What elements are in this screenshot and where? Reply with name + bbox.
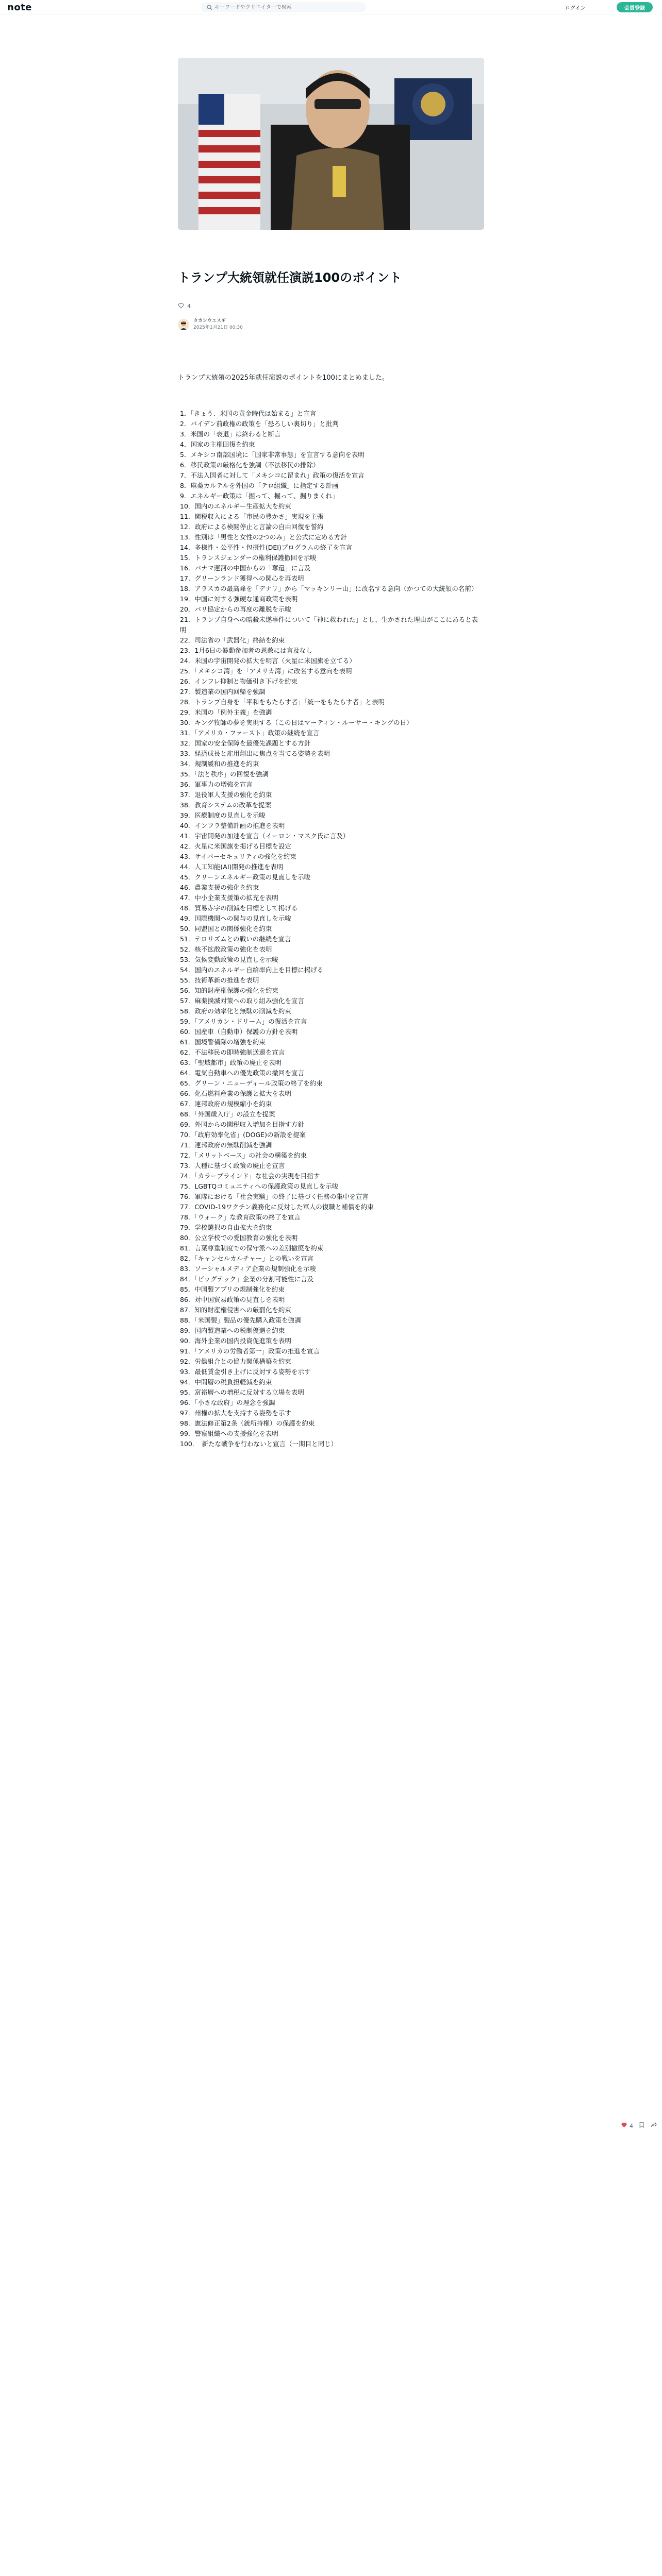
point-item: 7．不法入国者に対して「メキシコに留まれ」政策の復活を宣言: [180, 471, 365, 479]
point-item: 49．国際機関への関与の見直しを示唆: [180, 914, 291, 922]
point-item: 17．グリーンランド獲得への関心を再表明: [180, 574, 304, 582]
point-item: 97．州権の拡大を支持する姿勢を示す: [180, 1409, 291, 1417]
point-item: 100． 新たな戦争を行わないと宣言（一期目と同じ）: [180, 1440, 338, 1448]
search-input[interactable]: [214, 5, 354, 10]
side-like-count: 4: [630, 2122, 633, 2129]
point-item: 2．バイデン前政権の政策を「恐ろしい裏切り」と批判: [180, 420, 339, 428]
point-item: 34．規制緩和の推進を約束: [180, 760, 259, 768]
point-item: 70．「政府効率化省」(DOGE)の新設を提案: [180, 1131, 306, 1139]
point-item: 57．麻薬撲滅対策への取り組み強化を宣言: [180, 997, 304, 1005]
point-item: 31．「アメリカ・ファースト」政策の継続を宣言: [180, 729, 320, 737]
heart-outline-icon: [178, 302, 184, 310]
point-item: 48．貿易赤字の削減を目標として掲げる: [180, 904, 298, 912]
publish-date: 2025年1月21日 00:30: [193, 325, 243, 330]
like-count: 4: [187, 303, 191, 310]
login-button[interactable]: ログイン: [560, 3, 591, 12]
point-item: 12．政府による検閲停止と言論の自由回復を誓約: [180, 523, 324, 531]
point-item: 58．政府の効率化と無駄の削減を約束: [180, 1007, 291, 1015]
point-item: 6．移民政策の厳格化を強調（不法移民の排除）: [180, 461, 320, 469]
point-item: 86．対中国貿易政策の見直しを表明: [180, 1296, 285, 1303]
point-item: 90．海外企業の国内投資促進策を表明: [180, 1337, 291, 1345]
point-item: 87．知的財産権侵害への厳罰化を約束: [180, 1306, 291, 1314]
point-item: 29．米国の「例外主義」を強調: [180, 708, 272, 716]
side-share-icon[interactable]: [650, 2122, 657, 2130]
point-item: 54．国内のエネルギー自給率向上を目標に掲げる: [180, 966, 324, 974]
point-item: 92．労働組合との協力関係構築を約束: [180, 1358, 291, 1365]
point-item: 10．国内のエネルギー生産拡大を約束: [180, 502, 291, 510]
point-item: 26．インフレ抑制と物価引き下げを約束: [180, 677, 297, 685]
author-byline[interactable]: [178, 318, 243, 331]
point-item: 55．技術革新の推進を表明: [180, 976, 259, 984]
point-item: 14．多様性・公平性・包摂性(DEI)プログラムの終了を宣言: [180, 544, 353, 551]
point-item: 9．エネルギー政策は「掘って、掘って、掘りまくれ」: [180, 492, 339, 500]
note-logo[interactable]: note: [7, 2, 32, 13]
point-item: 24．米国の宇宙開発の拡大を明言（火星に米国旗を立てる）: [180, 657, 356, 665]
point-item: 88．「米国製」製品の優先購入政策を強調: [180, 1316, 301, 1324]
point-item: 19．中国に対する強硬な通商政策を表明: [180, 595, 298, 603]
point-item: 77．COVID-19ワクチン義務化に反対した軍人の復職と補償を約束: [180, 1203, 374, 1211]
point-item: 91．「アメリカの労働者第一」政策の推進を宣言: [180, 1347, 320, 1355]
side-bookmark-icon[interactable]: [638, 2122, 645, 2130]
point-item: 81．言葉尊重制度での保守派への差別撤廃を約束: [180, 1244, 324, 1252]
point-item: 25．「メキシコ湾」を「アメリカ湾」に改名する意向を表明: [180, 667, 352, 675]
point-item: 50．同盟国との関係強化を約束: [180, 925, 272, 933]
point-item: 44．人工知能(AI)開発の推進を表明: [180, 863, 284, 871]
point-item: 28．トランプ自身を「平和をもたらす者」「統一をもたらす者」と表明: [180, 698, 385, 706]
point-item: 59．「アメリカン・ドリーム」の復活を宣言: [180, 1018, 307, 1025]
point-item: 83．ソーシャルメディア企業の規制強化を示唆: [180, 1265, 317, 1273]
point-item: 21．トランプ自身への暗殺未遂事件について「神に救われた」とし、生かされた理由がここにあると表明: [180, 616, 478, 634]
point-item: 65．グリーン・ニューディール政策の終了を約束: [180, 1079, 323, 1087]
search-icon: [204, 2, 214, 12]
point-item: 61．国境警備隊の増強を約束: [180, 1038, 266, 1046]
point-item: 51．テロリズムとの戦いの継続を宣言: [180, 935, 291, 943]
point-item: 3．米国の「衰退」は終わると断言: [180, 430, 281, 438]
point-item: 42．火星に米国旗を掲げる目標を設定: [180, 842, 291, 850]
point-item: 40．インフラ整備計画の推進を表明: [180, 822, 285, 829]
article-intro: トランプ大統領の2025年就任演説のポイントを100にまとめました。: [178, 374, 389, 382]
author-avatar[interactable]: [178, 319, 189, 330]
point-item: 96．「小さな政府」の理念を強調: [180, 1399, 275, 1406]
point-item: 13．性別は「男性と女性の2つのみ」と公式に定める方針: [180, 533, 347, 541]
point-item: 99．警察組織への支援強化を表明: [180, 1430, 278, 1437]
point-item: 33．経済成長と雇用創出に焦点を当てる姿勢を表明: [180, 750, 330, 757]
point-item: 46．農業支援の強化を約束: [180, 884, 259, 891]
point-item: 41．宇宙開発の加速を宣言（イーロン・マスク氏に言及）: [180, 832, 350, 840]
point-item: 85．中国製アプリの規制強化を約束: [180, 1285, 285, 1293]
point-item: 78．「ウォーク」な教育政策の終了を宣言: [180, 1213, 301, 1221]
point-item: 75．LGBTQコミュニティへの保護政策の見直しを示唆: [180, 1182, 339, 1190]
point-item: 15．トランスジェンダーの権利保護撤回を示唆: [180, 554, 317, 562]
point-item: 20．パリ協定からの再度の離脱を示唆: [180, 605, 291, 613]
point-item: 71．連邦政府の無駄削減を強調: [180, 1141, 272, 1149]
point-item: 4．国家の主権回復を約束: [180, 440, 255, 448]
point-item: 53．気候変動政策の見直しを示唆: [180, 956, 278, 963]
side-like-button[interactable]: [621, 2122, 633, 2130]
point-item: 89．国内製造業への税制優遇を約束: [180, 1327, 285, 1334]
point-item: 66．化石燃料産業の保護と拡大を表明: [180, 1090, 291, 1097]
point-item: 98．憲法修正第2条（銃所持権）の保護を約束: [180, 1419, 315, 1427]
point-item: 16．パナマ運河の中国からの「奪還」に言及: [180, 564, 311, 572]
point-item: 84．「ビッグテック」企業の分割可能性に言及: [180, 1275, 314, 1283]
point-item: 35．「法と秩序」の回復を強調: [180, 770, 269, 778]
side-heart-icon: [621, 2122, 627, 2130]
point-item: 8．麻薬カルテルを外国の「テロ組織」に指定する計画: [180, 482, 339, 489]
point-item: 38．教育システムの改革を提案: [180, 801, 272, 809]
point-item: 5．メキシコ南部国境に「国家非常事態」を宣言する意向を表明: [180, 451, 365, 459]
point-item: 30．キング牧師の夢を実現する（この日はマーティン・ルーサー・キングの日）: [180, 719, 413, 726]
author-name[interactable]: タカシウエスギ: [193, 318, 226, 324]
point-item: 11．関税収入による「市民の豊かさ」実現を主張: [180, 513, 324, 520]
point-item: 67．連邦政府の規模縮小を約束: [180, 1100, 272, 1108]
point-item: 68．「外国歳入庁」の設立を提案: [180, 1110, 275, 1118]
search-bar[interactable]: [201, 2, 366, 12]
point-item: 93．最低賃金引き上げに反対する姿勢を示す: [180, 1368, 311, 1376]
point-item: 62．不法移民の即時強制送還を宣言: [180, 1048, 285, 1056]
floating-actions: [621, 2122, 657, 2130]
article-title: トランプ大統領就任演説100のポイント: [178, 270, 402, 285]
point-item: 32．国家の安全保障を最優先課題とする方針: [180, 739, 311, 747]
point-item: 43．サイバーセキュリティの強化を約束: [180, 853, 296, 860]
point-item: 80．公立学校での愛国教育の強化を表明: [180, 1234, 298, 1242]
point-item: 79．学校選択の自由拡大を約束: [180, 1224, 272, 1231]
point-item: 36．軍事力の増強を宣言: [180, 781, 253, 788]
point-item: 18．アラスカの最高峰を「デナリ」から「マッキンリー山」に改名する意向（かつての大統領の名前）: [180, 585, 478, 592]
article-hero-image: [178, 58, 484, 230]
point-item: 74．「カラーブラインド」な社会の実現を目指す: [180, 1172, 320, 1180]
point-item: 64．電気自動車への優先政策の撤回を宣言: [180, 1069, 304, 1077]
point-item: 69．外国からの関税収入増加を目指す方針: [180, 1121, 304, 1128]
points-list: [178, 409, 484, 1449]
point-item: 76．軍隊における「社会実験」の終了に基づく任務の集中を宣言: [180, 1193, 369, 1200]
point-item: 95．富裕層への増税に反対する立場を表明: [180, 1388, 304, 1396]
point-item: 52．核不拡散政策の強化を表明: [180, 945, 272, 953]
point-item: 27．製造業の国内回帰を強調: [180, 688, 266, 696]
point-item: 56．知的財産権保護の強化を約束: [180, 987, 278, 994]
like-summary[interactable]: [178, 302, 191, 310]
point-item: 82．「キャンセルカルチャー」との戦いを宣言: [180, 1255, 314, 1262]
point-item: 63．「聖域都市」政策の廃止を表明: [180, 1059, 282, 1066]
point-item: 73．人種に基づく政策の廃止を宣言: [180, 1162, 285, 1170]
point-item: 39．医療制度の見直しを示唆: [180, 811, 266, 819]
register-button[interactable]: 会員登録: [617, 2, 653, 12]
point-item: 22．司法省の「武器化」終結を約束: [180, 636, 285, 644]
point-item: 60．国産車（自動車）保護の方針を表明: [180, 1028, 298, 1036]
point-item: 23．1月6日の暴動参加者の恩赦には言及なし: [180, 647, 312, 654]
point-item: 47．中小企業支援策の拡充を表明: [180, 894, 278, 902]
point-item: 45．クリーンエネルギー政策の見直しを示唆: [180, 873, 311, 881]
point-item: 1．「きょう、米国の黄金時代は始まる」と宣言: [180, 410, 317, 417]
top-navigation-bar: [0, 0, 662, 14]
point-item: 72．「メリットベース」の社会の構築を約束: [180, 1151, 307, 1159]
point-item: 94．中間層の税負担軽減を約束: [180, 1378, 272, 1386]
point-item: 37．退役軍人支援の強化を約束: [180, 791, 272, 799]
